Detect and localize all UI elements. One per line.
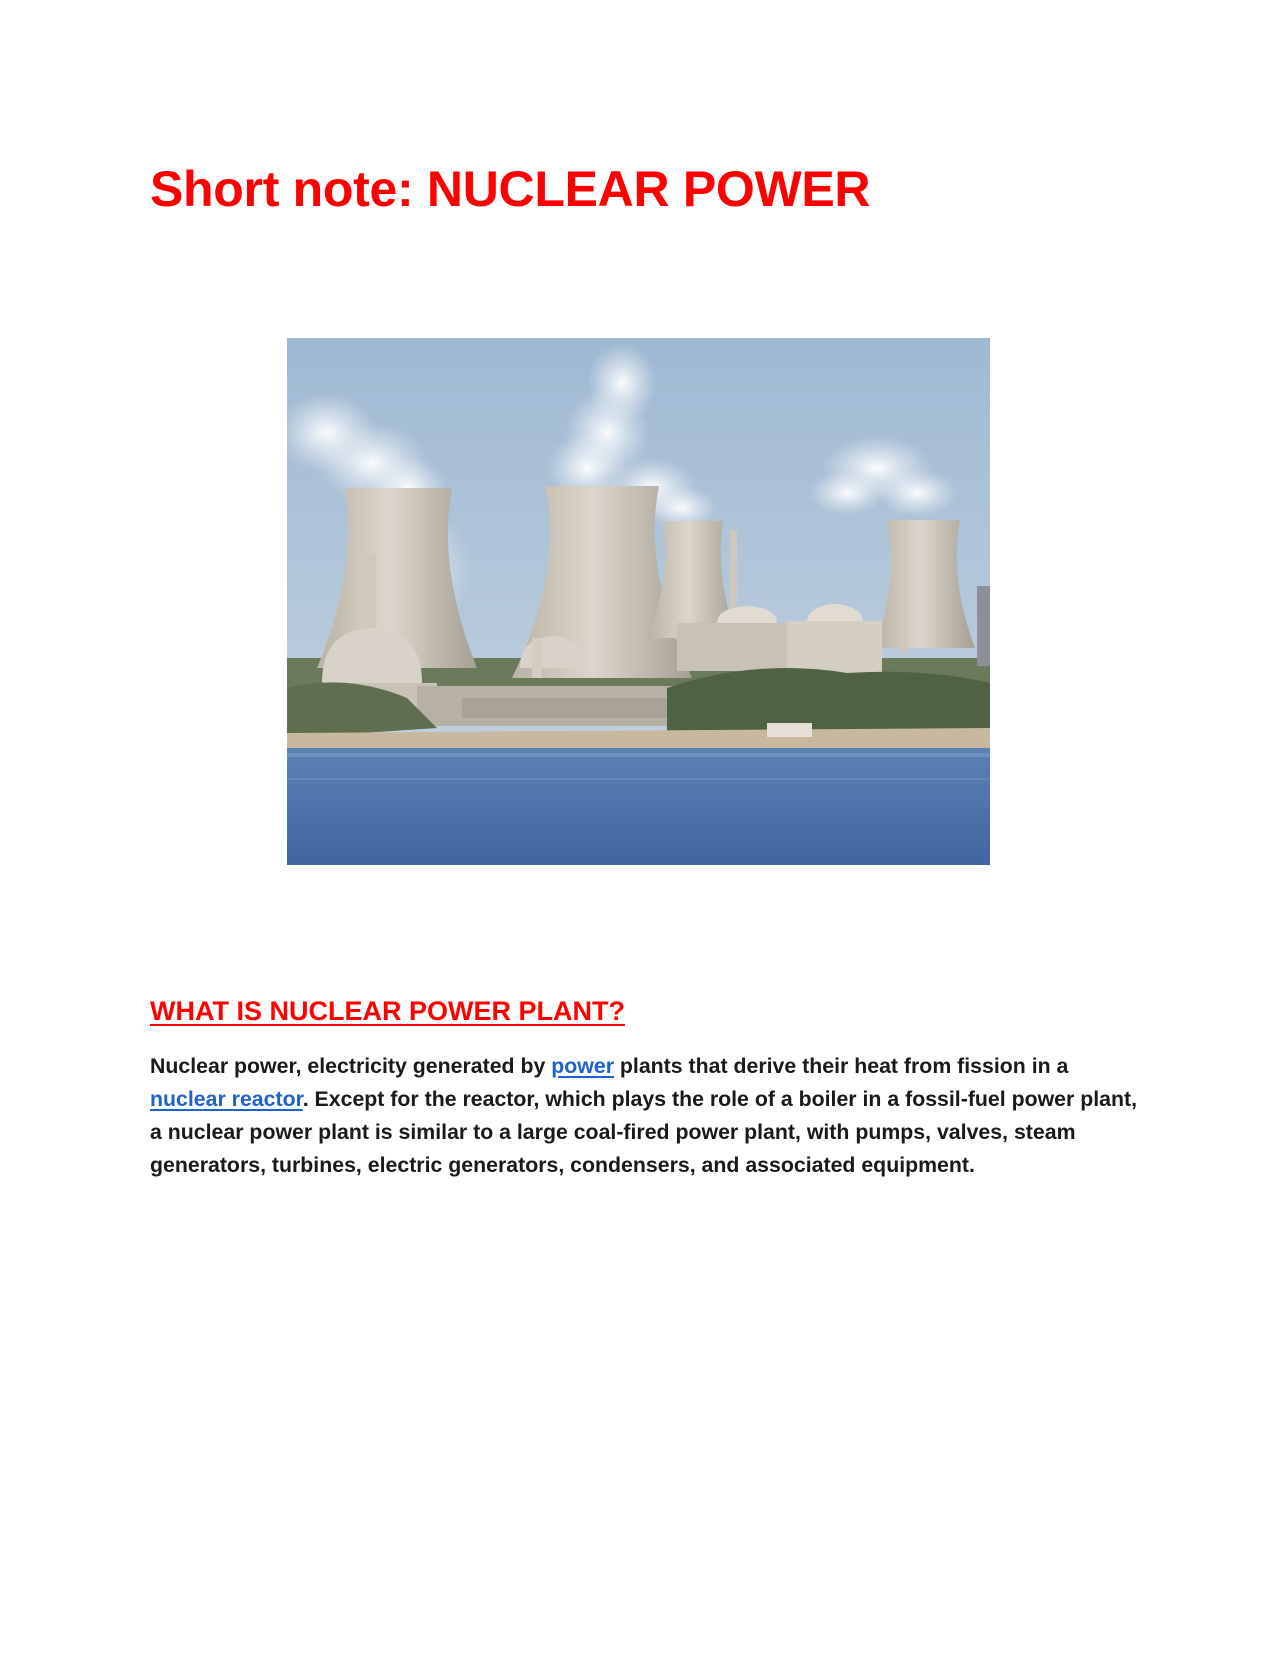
nuclear-reactor-link[interactable]: nuclear reactor: [150, 1087, 303, 1111]
body-paragraph: [150, 1050, 1140, 1182]
section-heading: WHAT IS NUCLEAR POWER PLANT?: [150, 996, 625, 1026]
paragraph-text-1: Nuclear power, electricity generated by: [150, 1054, 552, 1078]
document-title: Short note: NUCLEAR POWER: [150, 161, 871, 217]
power-link[interactable]: power: [551, 1054, 614, 1078]
paragraph-text-2: plants that derive their heat from fission in a: [613, 1054, 1069, 1078]
paragraph-text-3: . Except for the reactor, which plays the role of a boiler in a fossil-fuel power plant, a nuclear power plant is similar to a large coal-fired power plant, with pumps, valves, steam generators, turbines, electric generators, condensers, and associated equipment.: [150, 1087, 1138, 1177]
nuclear-plant-photo: [287, 338, 990, 865]
